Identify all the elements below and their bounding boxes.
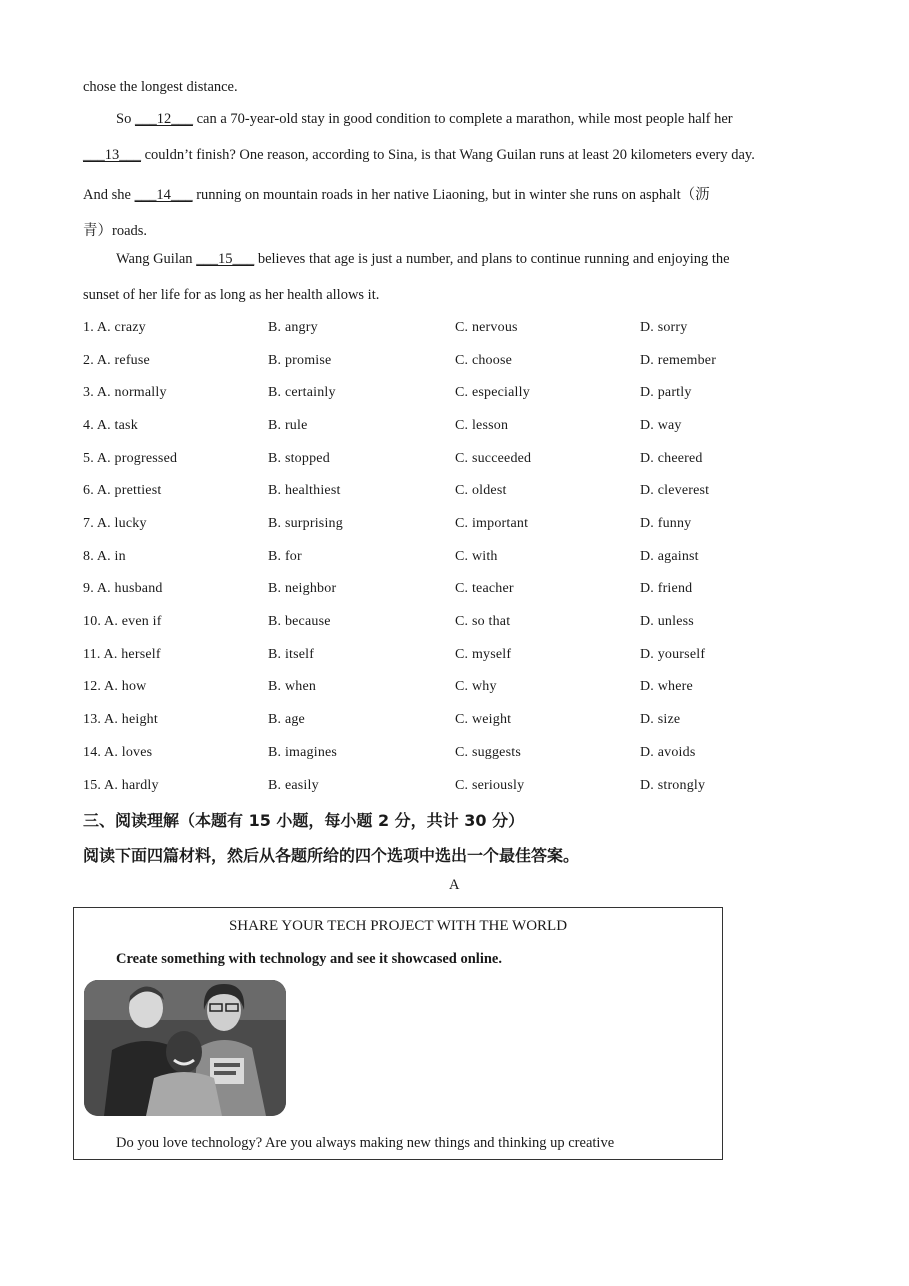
option: C. with (455, 549, 498, 564)
text: running on mountain roads in her native Liaoning, but in winter she runs on asphalt（沥 (192, 187, 710, 203)
section-instruction: 阅读下面四篇材料，然后从各题所给的四个选项中选出一个最佳答案。 (83, 846, 580, 865)
option: B. for (268, 549, 302, 564)
blank-13: ___13___ (83, 147, 141, 163)
option: B. age (268, 712, 305, 727)
option: C. so that (455, 614, 511, 629)
option: C. lesson (455, 418, 509, 433)
option: C. why (455, 679, 497, 694)
option: B. surprising (268, 516, 343, 531)
option: D. sorry (640, 320, 688, 335)
option: B. easily (268, 778, 319, 793)
option: 7. A. lucky (83, 516, 147, 531)
option-row (83, 712, 823, 732)
blank-12: ___12___ (134, 111, 193, 127)
option: B. itself (268, 647, 315, 662)
option: C. especially (455, 385, 530, 400)
passage-line-6 (116, 251, 730, 268)
option: 3. A. normally (83, 385, 167, 400)
option: D. partly (640, 385, 692, 400)
option: C. seriously (455, 778, 525, 793)
passage-line-1: chose the longest distance. (83, 79, 238, 95)
option-row (83, 483, 823, 503)
passage-line-7: sunset of her life for as long as her health allows it. (83, 287, 380, 303)
option: 2. A. refuse (83, 353, 150, 368)
option: C. myself (455, 647, 512, 662)
option: 6. A. prettiest (83, 483, 162, 498)
option-row (83, 549, 823, 569)
option: C. oldest (455, 483, 507, 498)
option: D. remember (640, 353, 717, 368)
option-row (83, 614, 823, 634)
option: D. unless (640, 614, 694, 629)
passage-line-5: 青）roads. (83, 223, 148, 239)
option: 14. A. loves (83, 745, 153, 760)
text: couldn’t finish? One reason, according to Sina, is that Wang Guilan runs at least 20 kilometers every day. (141, 147, 755, 163)
option: 10. A. even if (83, 614, 162, 629)
passage-line-2 (116, 111, 733, 128)
option: 13. A. height (83, 712, 158, 727)
option-row (83, 516, 823, 536)
option: C. weight (455, 712, 512, 727)
option: D. cleverest (640, 483, 710, 498)
option: B. when (268, 679, 317, 694)
option: 5. A. progressed (83, 451, 178, 466)
option: 9. A. husband (83, 581, 163, 596)
text: can a 70-year-old stay in good condition to complete a marathon, while most people half her (192, 111, 733, 127)
section-heading: 三、阅读理解（本题有 15 小题，每小题 2 分，共计 30 分） (83, 811, 525, 830)
option: 1. A. crazy (83, 320, 146, 335)
passage-line-3 (83, 147, 755, 164)
option: B. promise (268, 353, 332, 368)
option: C. important (455, 516, 529, 531)
option: C. succeeded (455, 451, 532, 466)
option: D. size (640, 712, 681, 727)
passage-line-4 (83, 183, 710, 204)
article-body: Do you love technology? Are you always making new things and thinking up creative (116, 1135, 615, 1151)
option-row (83, 745, 823, 765)
option-row (83, 320, 823, 340)
option: D. strongly (640, 778, 706, 793)
option-row (83, 679, 823, 699)
option-row (83, 418, 823, 438)
blank-15: ___15___ (196, 251, 255, 267)
text: So (116, 111, 135, 127)
option: D. against (640, 549, 699, 564)
article-box (73, 907, 723, 1160)
option: 4. A. task (83, 418, 138, 433)
option-row (83, 353, 823, 373)
option-row (83, 385, 823, 405)
blank-14: ___14___ (134, 187, 193, 203)
option-row (83, 647, 823, 667)
text: And she (83, 187, 135, 203)
option: C. choose (455, 353, 513, 368)
option: 8. A. in (83, 549, 126, 564)
option-row (83, 581, 823, 601)
option: D. way (640, 418, 682, 433)
option: B. imagines (268, 745, 338, 760)
option: C. teacher (455, 581, 514, 596)
option: B. angry (268, 320, 318, 335)
option: B. neighbor (268, 581, 337, 596)
option: 12. A. how (83, 679, 147, 694)
option: 15. A. hardly (83, 778, 159, 793)
passage-letter: A (449, 877, 460, 893)
option: B. healthiest (268, 483, 341, 498)
article-photo (84, 980, 286, 1116)
option: D. friend (640, 581, 693, 596)
text: believes that age is just a number, and plans to continue running and enjoying the (254, 251, 730, 267)
option: B. because (268, 614, 331, 629)
option: D. cheered (640, 451, 703, 466)
option: D. avoids (640, 745, 696, 760)
option: 11. A. herself (83, 647, 161, 662)
option: B. rule (268, 418, 308, 433)
option: C. suggests (455, 745, 521, 760)
article-title: SHARE YOUR TECH PROJECT WITH THE WORLD (228, 918, 568, 934)
text: Wang Guilan (116, 251, 197, 267)
option: D. where (640, 679, 693, 694)
option-row (83, 778, 823, 798)
option: D. yourself (640, 647, 706, 662)
option: D. funny (640, 516, 692, 531)
option: B. certainly (268, 385, 336, 400)
photo-people-illustration (84, 980, 286, 1116)
option: C. nervous (455, 320, 518, 335)
option-row (83, 451, 823, 471)
option: B. stopped (268, 451, 330, 466)
article-subtitle: Create something with technology and see it showcased online. (116, 951, 502, 967)
